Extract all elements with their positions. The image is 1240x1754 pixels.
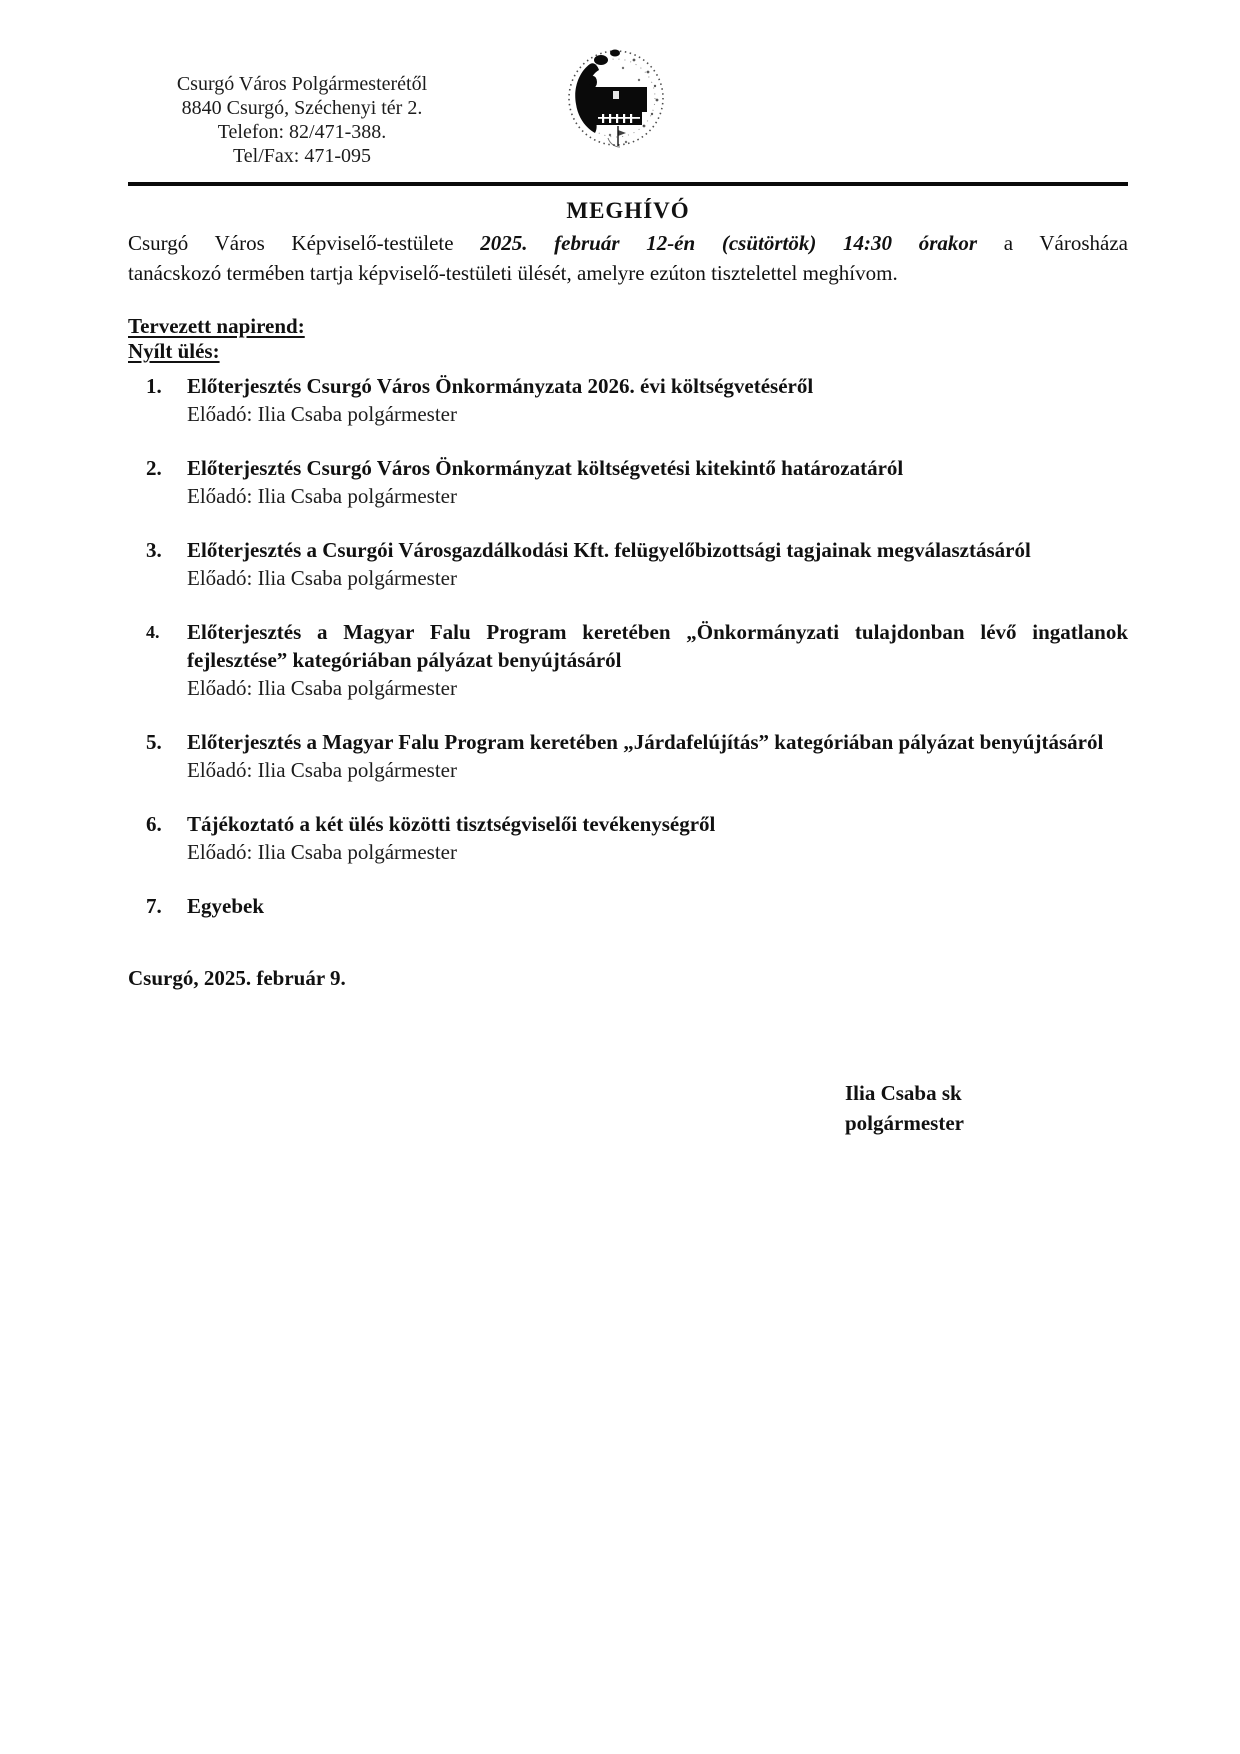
agenda-item-number: 5. — [146, 730, 162, 754]
header-divider — [128, 182, 1128, 186]
signature-title: polgármester — [845, 1111, 964, 1135]
agenda-item-title: Előterjesztés Csurgó Város Önkormányzata 2026. évi költségvetéséről — [187, 374, 814, 398]
agenda-item-title: Tájékoztató a két ülés közötti tisztségviselői tevékenységről — [187, 812, 716, 836]
intro-line2: tanácskozó termében tartja képviselő-testületi ülését, amelyre ezúton tisztelettel meghívom. — [128, 261, 898, 285]
letterhead-office: Csurgó Város Polgármesterétől — [176, 73, 428, 95]
agenda-item-number: 1. — [146, 374, 162, 398]
intro-paragraph — [128, 228, 1128, 288]
agenda-item-body — [187, 892, 1128, 920]
agenda-item-3 — [128, 536, 1128, 592]
agenda-item-presenter: Előadó: Ilia Csaba polgármester — [187, 566, 457, 590]
agenda-heading: Tervezett napirend: — [128, 314, 305, 338]
letterhead — [128, 72, 1128, 172]
agenda-item-2 — [128, 454, 1128, 510]
agenda-item-title: Előterjesztés a Magyar Falu Program keretében „Járdafelújítás” kategóriában pályázat benyújtásáról — [187, 730, 1104, 754]
agenda-item-title: Egyebek — [187, 894, 265, 918]
agenda-item-number: 6. — [146, 812, 162, 836]
agenda-item-number: 4. — [146, 622, 160, 642]
agenda-item-body — [187, 372, 1128, 428]
agenda-item-body — [187, 810, 1128, 866]
intro-line1 — [128, 228, 1128, 258]
agenda-item-body — [187, 618, 1128, 702]
intro-before: Csurgó Város Képviselő-testülete — [128, 231, 454, 255]
letterhead-phone: Telefon: 82/471-388. — [217, 121, 387, 143]
letterhead-text — [132, 72, 472, 168]
agenda-item-title: Előterjesztés a Csurgói Városgazdálkodási Kft. felügyelőbizottsági tagjainak megválasztásáról — [187, 538, 1031, 562]
agenda-item-number: 7. — [146, 894, 162, 918]
agenda-item-5 — [128, 728, 1128, 784]
agenda-item-body — [187, 536, 1128, 592]
agenda-item-6 — [128, 810, 1128, 866]
agenda-item-presenter: Előadó: Ilia Csaba polgármester — [187, 840, 457, 864]
date-line: Csurgó, 2025. február 9. — [128, 966, 346, 990]
meeting-datetime: 2025. február 12-én (csütörtök) 14:30 órakor — [480, 231, 978, 255]
signature-name: Ilia Csaba sk — [845, 1081, 962, 1105]
agenda-list — [128, 372, 1128, 920]
agenda-item-title: Előterjesztés Csurgó Város Önkormányzat költségvetési kitekintő határozatáról — [187, 456, 904, 480]
agenda-item-1 — [128, 372, 1128, 428]
agenda-item-number: 3. — [146, 538, 162, 562]
page-title: MEGHÍVÓ — [566, 198, 690, 223]
agenda-item-4 — [128, 618, 1128, 702]
letterhead-fax: Tel/Fax: 471-095 — [232, 145, 372, 167]
signature-block — [845, 1078, 1128, 1138]
agenda-item-presenter: Előadó: Ilia Csaba polgármester — [187, 402, 457, 426]
agenda-item-7 — [128, 892, 1128, 920]
agenda-item-presenter: Előadó: Ilia Csaba polgármester — [187, 676, 457, 700]
coat-of-arms-emblem — [560, 38, 668, 156]
agenda-item-presenter: Előadó: Ilia Csaba polgármester — [187, 484, 457, 508]
agenda-item-body — [187, 454, 1128, 510]
letterhead-address: 8840 Csurgó, Széchenyi tér 2. — [181, 97, 423, 119]
agenda-item-number: 2. — [146, 456, 162, 480]
agenda-item-presenter: Előadó: Ilia Csaba polgármester — [187, 758, 457, 782]
intro-after: a Városháza — [1003, 231, 1129, 255]
agenda-subheading: Nyílt ülés: — [128, 339, 220, 363]
agenda-item-title: Előterjesztés a Magyar Falu Program keretében „Önkormányzati tulajdonban lévő ingatlanok fejlesztése” kategóriában pályázat benyújtásáról — [187, 620, 1128, 672]
agenda-item-body — [187, 728, 1128, 784]
